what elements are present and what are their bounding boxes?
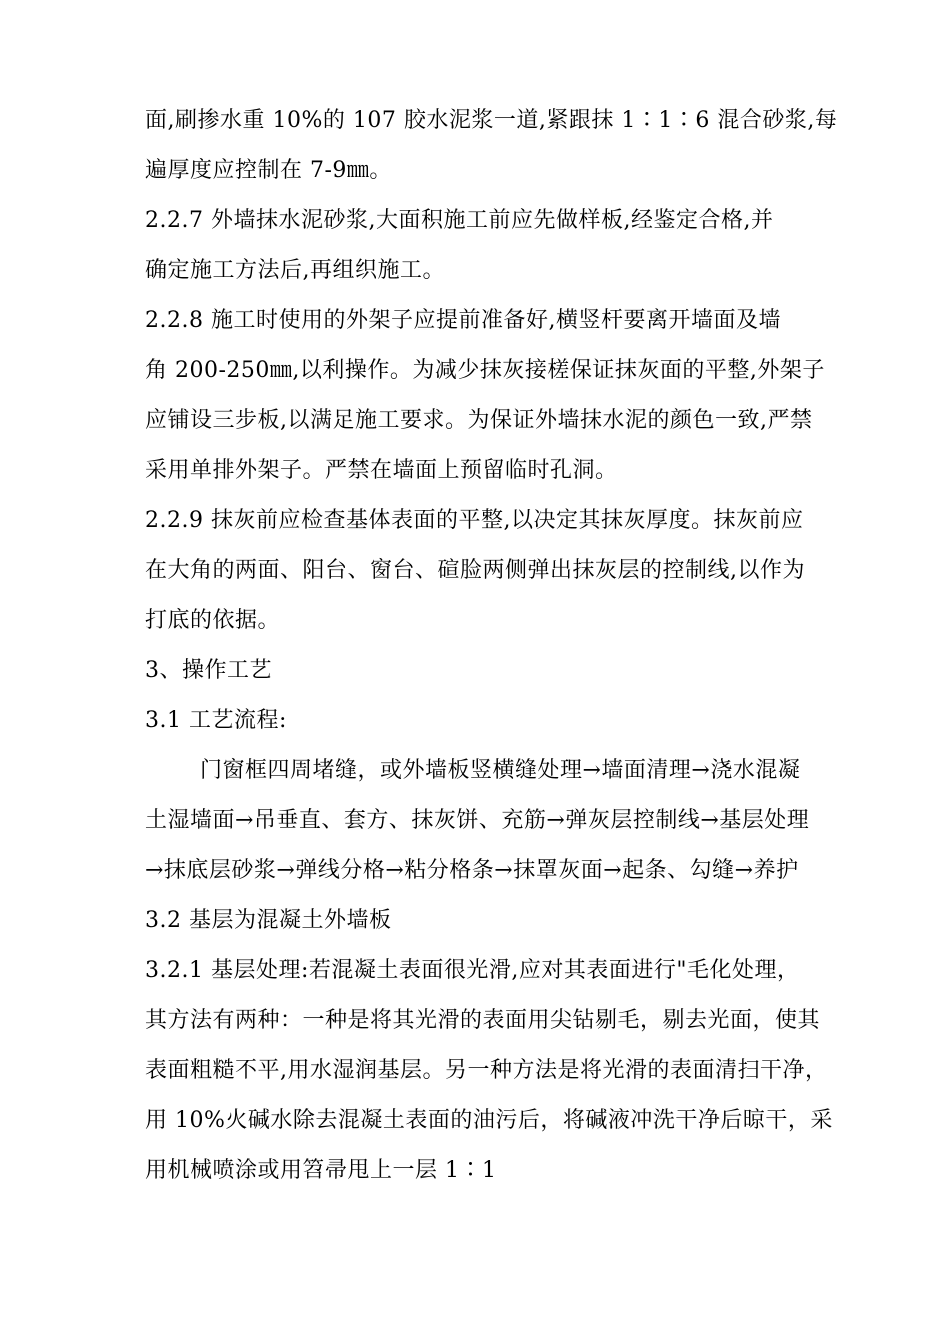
text-line: 角 200-250㎜,以利操作。为减少抹灰接槎保证抹灰面的平整,外架子: [145, 358, 825, 383]
text-line: 用 10%火碱水除去混凝土表面的油污后，将碱液冲洗干净后晾干，采: [145, 1108, 833, 1133]
text-line: →抹底层砂浆→弹线分格→粘分格条→抹罩灰面→起条、勾缝→养护: [145, 858, 799, 883]
text-line: 土湿墙面→吊垂直、套方、抹灰饼、充筋→弹灰层控制线→基层处理: [145, 808, 810, 833]
text-line: 确定施工方法后,再组织施工。: [145, 258, 445, 283]
text-line: 2.2.8 施工时使用的外架子应提前准备好,横竖杆要离开墙面及墙: [145, 308, 781, 333]
section-heading: 3、操作工艺: [145, 658, 272, 683]
subsection-heading: 3.2 基层为混凝土外墙板: [145, 908, 392, 933]
text-line: 其方法有两种：一种是将其光滑的表面用尖钻剔毛，剔去光面，使其: [145, 1008, 821, 1033]
text-line: 2.2.7 外墙抹水泥砂浆,大面积施工前应先做样板,经鉴定合格,并: [145, 208, 774, 233]
text-line: 应铺设三步板,以满足施工要求。为保证外墙抹水泥的颜色一致,严禁: [145, 408, 813, 433]
text-line: 用机械喷涂或用笤帚甩上一层 1∶1: [145, 1158, 497, 1183]
text-line: 采用单排外架子。严禁在墙面上预留临时孔洞。: [145, 458, 618, 483]
text-line: 表面粗糙不平,用水湿润基层。另一种方法是将光滑的表面清扫干净，: [145, 1058, 828, 1083]
text-line: 2.2.9 抹灰前应检查基体表面的平整,以决定其抹灰厚度。抹灰前应: [145, 508, 804, 533]
text-line: 面,刷掺水重 10%的 107 胶水泥浆一道,紧跟抹 1∶1∶6 混合砂浆,每: [145, 108, 838, 133]
text-line: 打底的依据。: [145, 608, 281, 633]
text-line: 在大角的两面、阳台、窗台、碹脸两侧弹出抹灰层的控制线,以作为: [145, 558, 805, 583]
text-line: 遍厚度应控制在 7-9㎜。: [145, 158, 392, 183]
text-line: 门窗框四周堵缝，或外墙板竖横缝处理→墙面清理→浇水混凝: [200, 758, 801, 783]
subsection-heading: 3.1 工艺流程:: [145, 708, 287, 733]
text-line: 3.2.1 基层处理:若混凝土表面很光滑,应对其表面进行"毛化处理，: [145, 958, 800, 983]
